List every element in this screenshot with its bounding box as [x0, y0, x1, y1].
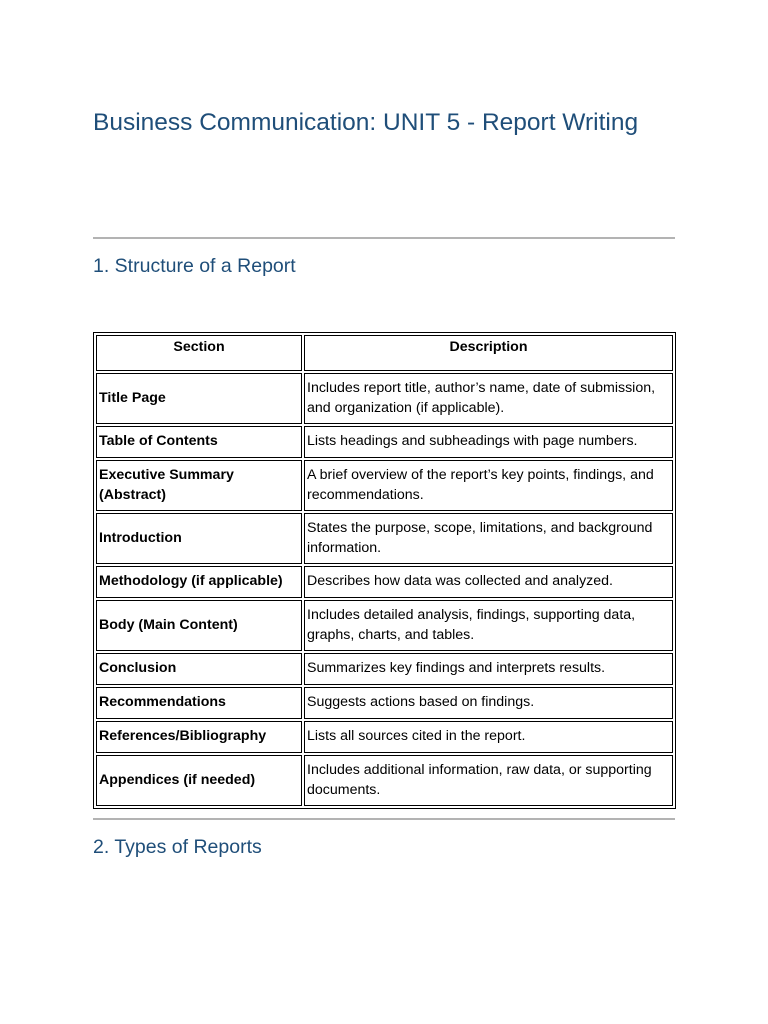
description-cell: A brief overview of the report’s key points, findings, and recommendations. [304, 460, 673, 511]
horizontal-divider [93, 818, 675, 820]
table-header-row [96, 335, 673, 371]
section-cell: Body (Main Content) [96, 600, 302, 651]
description-cell: Lists all sources cited in the report. [304, 721, 673, 753]
section-heading-structure: 1. Structure of a Report [93, 255, 296, 277]
section-cell: Recommendations [96, 687, 302, 719]
table-row [96, 460, 673, 511]
description-cell: Lists headings and subheadings with page numbers. [304, 426, 673, 458]
description-cell: Includes additional information, raw data, or supporting documents. [304, 755, 673, 806]
table-row [96, 426, 673, 458]
description-cell: Includes report title, author’s name, date of submission, and organization (if applicable). [304, 373, 673, 424]
column-header-section: Section [96, 335, 302, 371]
section-cell: Conclusion [96, 653, 302, 685]
section-cell: Methodology (if applicable) [96, 566, 302, 598]
section-cell: Appendices (if needed) [96, 755, 302, 806]
section-cell: Title Page [96, 373, 302, 424]
horizontal-divider [93, 237, 675, 239]
table-row [96, 755, 673, 806]
table-row [96, 687, 673, 719]
report-structure-table [93, 332, 676, 809]
page-title: Business Communication: UNIT 5 - Report Writing [93, 109, 639, 136]
description-cell: Suggests actions based on findings. [304, 687, 673, 719]
description-cell: States the purpose, scope, limitations, and background information. [304, 513, 673, 564]
description-cell: Includes detailed analysis, findings, supporting data, graphs, charts, and tables. [304, 600, 673, 651]
table-row [96, 373, 673, 424]
section-cell: Table of Contents [96, 426, 302, 458]
table-row [96, 721, 673, 753]
section-cell: Introduction [96, 513, 302, 564]
table-row [96, 653, 673, 685]
section-heading-types: 2. Types of Reports [93, 836, 262, 858]
table-row [96, 513, 673, 564]
section-cell: References/Bibliography [96, 721, 302, 753]
table-row [96, 600, 673, 651]
description-cell: Summarizes key findings and interprets results. [304, 653, 673, 685]
column-header-description: Description [304, 335, 673, 371]
section-cell: Executive Summary (Abstract) [96, 460, 302, 511]
table-row [96, 566, 673, 598]
description-cell: Describes how data was collected and analyzed. [304, 566, 673, 598]
